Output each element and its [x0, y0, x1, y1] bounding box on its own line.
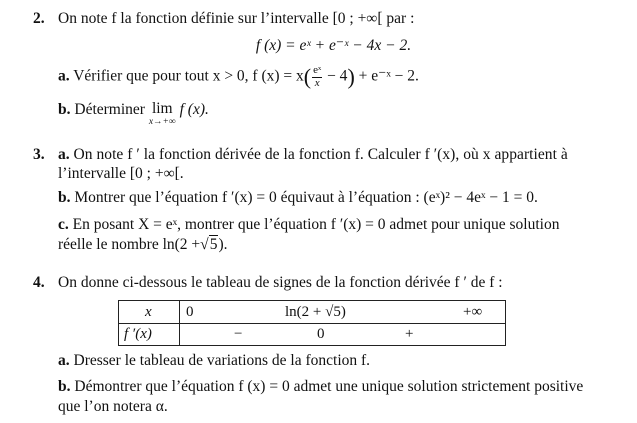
question-2b-end: f (x).: [179, 101, 209, 118]
table-derivative-label: f ′(x): [124, 326, 152, 342]
table-sign-negative: −: [234, 326, 243, 342]
question-3c-text-1: En posant X = eˣ, montrer que l’équation f ′(x) = 0 admet pour unique solution: [72, 216, 560, 233]
table-sign-positive: +: [405, 326, 414, 342]
question-3c-label: c.: [58, 216, 69, 233]
question-4a: [58, 352, 370, 371]
question-4-number: 4.: [33, 274, 45, 291]
question-3c-line-2: réelle le nombre ln(2 +√5).: [58, 236, 228, 253]
table-row-divider: [119, 323, 505, 324]
fraction: [312, 65, 322, 89]
sign-table: [118, 300, 506, 346]
question-2b-label: b.: [58, 101, 71, 118]
question-2-number: 2.: [33, 10, 45, 27]
question-3b-label: b.: [58, 189, 71, 206]
table-sign-zero: 0: [317, 326, 325, 342]
question-3c-text-end: ).: [218, 236, 228, 253]
sqrt-radicand: 5: [209, 236, 218, 253]
table-x-label: x: [145, 304, 152, 320]
fraction-denominator: x: [314, 76, 320, 89]
question-2a: [58, 65, 419, 89]
question-4a-text: Dresser le tableau de variations de la fonction f.: [73, 352, 371, 369]
question-2a-text: Vérifier que pour tout x > 0, f (x) = x: [73, 67, 304, 85]
fraction-numerator: eˣ: [313, 64, 322, 76]
right-paren: ): [347, 64, 355, 90]
question-3a-label: a.: [58, 146, 70, 163]
question-4b-line-2: que l’on notera α.: [58, 398, 168, 415]
function-formula: f (x) = eˣ + e⁻ˣ − 4x − 2.: [255, 37, 412, 54]
question-4-intro: On donne ci-dessous le tableau de signes de la fonction dérivée f ′ de f :: [58, 274, 503, 291]
question-3a-text-1: On note f ′ la fonction dérivée de la fonction f. Calculer f ′(x), où x appartient à: [73, 146, 568, 163]
question-3b: [58, 189, 538, 208]
question-3c-line-1: [58, 216, 559, 235]
table-column-divider: [179, 301, 180, 345]
question-3a-line-1: [58, 146, 568, 165]
left-paren: (: [303, 64, 312, 90]
table-x-value-critical: ln(2 + √5): [285, 304, 346, 320]
question-3-number: 3.: [33, 146, 45, 163]
question-2b-text: Déterminer: [74, 101, 145, 118]
limit-subscript: x→+∞: [148, 116, 176, 127]
question-4b-label: b.: [58, 378, 71, 395]
question-3b-text: Montrer que l’équation f ′(x) = 0 équivaut à l’équation : (eˣ)² − 4eˣ − 1 = 0.: [74, 189, 538, 206]
question-2-intro: On note f la fonction définie sur l’intervalle [0 ; +∞[ par :: [58, 10, 415, 27]
question-4a-label: a.: [58, 352, 70, 369]
table-x-value-end: +∞: [463, 304, 483, 320]
question-2b: [58, 101, 209, 127]
question-4b-text-1: Démontrer que l’équation f (x) = 0 admet une unique solution strictement positive: [74, 378, 584, 395]
question-2a-label: a.: [58, 67, 70, 85]
limit-word: lim: [151, 100, 173, 117]
table-x-value-start: 0: [186, 304, 194, 320]
question-3a-line-2: l’intervalle [0 ; +∞[.: [58, 165, 184, 182]
question-2a-end: + e⁻ˣ − 2.: [358, 67, 419, 85]
question-2a-minus-four: − 4: [327, 67, 348, 85]
question-3c-text-2: réelle le nombre ln(2 +: [58, 236, 201, 253]
question-4b-line-1: [58, 378, 583, 397]
limit-operator: [149, 101, 176, 127]
function-definition: [0, 37, 637, 56]
